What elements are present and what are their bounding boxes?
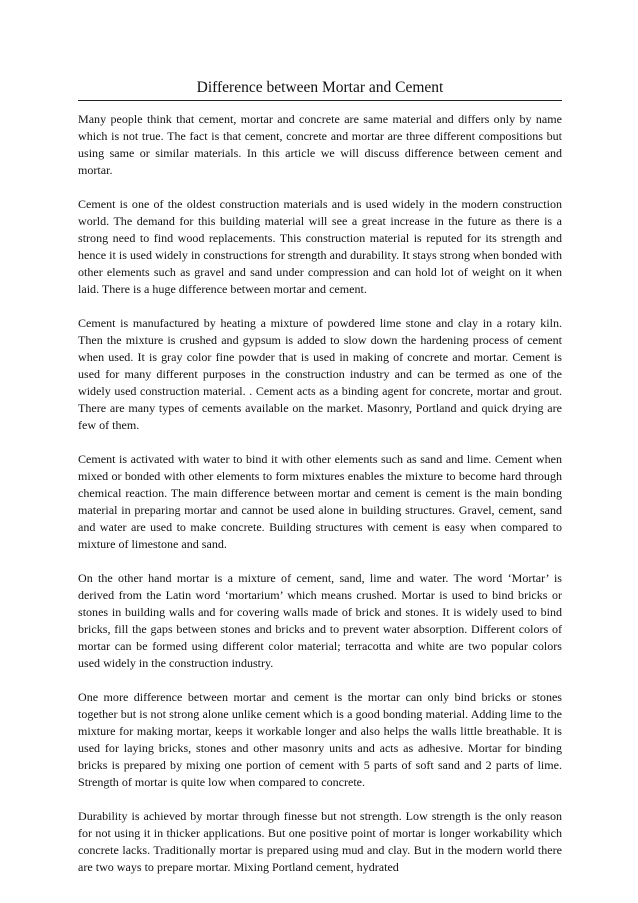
paragraph-4: Cement is activated with water to bind it with other elements such as sand and lime. Cement when mixed or bonded with other elements to form mixtures enables the mixture to become hard through chemical reaction. The main difference between mortar and cement is cement is the main bonding material in preparing mortar and cannot be used alone in building structures. Gravel, cement, sand and water are used to make concrete. Building structures with cement is easy when compared to mixture of limestone and sand. <box>78 452 562 551</box>
paragraph-5: On the other hand mortar is a mixture of cement, sand, lime and water. The word ‘Mortar’ is derived from the Latin word ‘mortarium’ which means crushed. Mortar is used to bind bricks or stones in building walls and for covering walls made of brick and stones. It is widely used to bind bricks, fill the gaps between stones and bricks and to prevent water absorption. Different colors of mortar can be formed using different color material; terracotta and white are two popular colors used widely in the construction industry. <box>78 571 562 670</box>
document-title: Difference between Mortar and Cement <box>78 78 562 101</box>
document-page <box>78 78 562 893</box>
paragraph-6: One more difference between mortar and cement is the mortar can only bind bricks or stones together but is not strong alone unlike cement which is a good bonding material. Adding lime to the mixture for making mortar, keeps it workable longer and also helps the walls little breathable. It is used for laying bricks, stones and other masonry units and acts as adhesive. Mortar for binding bricks is prepared by mixing one portion of cement with 5 parts of soft sand and 2 parts of lime. Strength of mortar is quite low when compared to concrete. <box>78 690 562 789</box>
paragraph-7: Durability is achieved by mortar through finesse but not strength. Low strength is the only reason for not using it in thicker applications. But one positive point of mortar is longer workability which concrete lacks. Traditionally mortar is prepared using mud and clay. But in the modern world there are two ways to prepare mortar. Mixing Portland cement, hydrated <box>78 809 562 874</box>
paragraph-3: Cement is manufactured by heating a mixture of powdered lime stone and clay in a rotary kiln. Then the mixture is crushed and gypsum is added to slow down the hardening process of cement when used. It is gray color fine powder that is used in making of concrete and mortar. Cement is used for many different purposes in the construction industry and can be termed as one of the widely used construction material. . Cement acts as a binding agent for concrete, mortar and grout. There are many types of cements available on the market. Masonry, Portland and quick drying are few of them. <box>78 316 562 432</box>
paragraph-1: Many people think that cement, mortar and concrete are same material and differs only by name which is not true. The fact is that cement, concrete and mortar are three different compositions but using same or similar materials. In this article we will discuss difference between cement and mortar. <box>78 112 562 177</box>
paragraph-2: Cement is one of the oldest construction materials and is used widely in the modern construction world. The demand for this building material will see a great increase in the future as there is a strong need to find wood replacements. This construction material is reputed for its strength and hence it is used widely in constructions for strength and durability. It stays strong when bonded with other elements such as gravel and sand under compression and can hold lot of weight on it when laid. There is a huge difference between mortar and cement. <box>78 197 562 296</box>
